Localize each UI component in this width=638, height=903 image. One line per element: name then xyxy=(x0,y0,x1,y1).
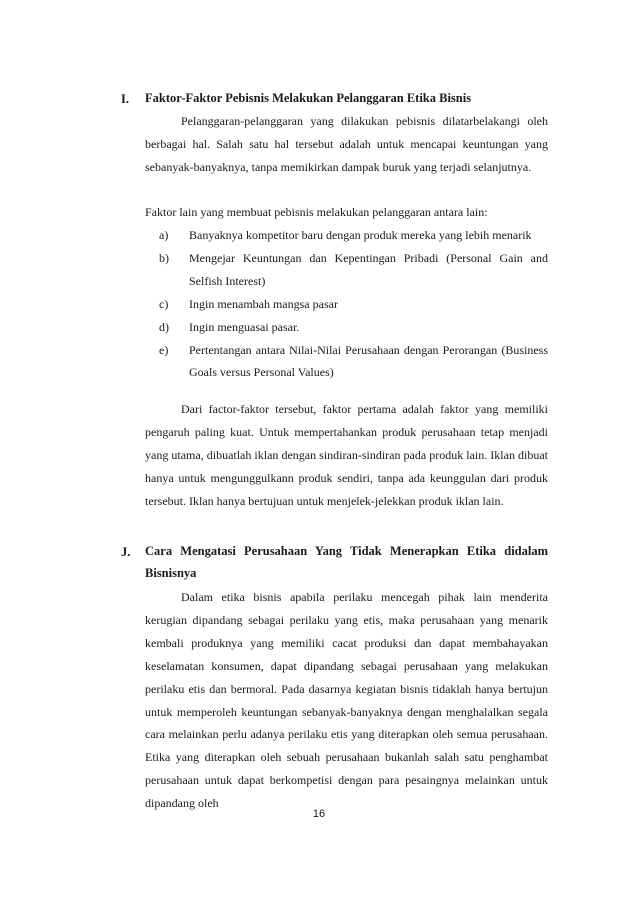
section-heading: Cara Mengatasi Perusahaan Yang Tidak Menerapkan Etika didalam Bisnisnya xyxy=(145,544,548,580)
list-item-text: Ingin menambah mangsa pasar xyxy=(189,296,338,311)
list-marker: e) xyxy=(159,342,169,357)
list-marker: d) xyxy=(159,319,169,334)
list-item-text: Ingin menguasai pasar. xyxy=(189,319,300,334)
list-item xyxy=(145,339,548,385)
list-item xyxy=(145,316,548,339)
body-paragraph: Dari factor-faktor tersebut, faktor pertama adalah faktor yang memiliki pengaruh paling kuat. Untuk mempertahankan produk perusahaan tetap menjadi yang utama, dibuatlah iklan dengan sindiran-sindiran pada produk lain. Iklan dibuat hanya untuk mengunggulkann produk sendiri, tanpa ada keunggulan dari produk tersebut. Iklan hanya bertujuan untuk menjelek-jelekkan produk iklan lain. xyxy=(145,402,548,508)
list-item xyxy=(145,224,548,247)
page-number: 16 xyxy=(312,808,326,820)
factor-list xyxy=(145,224,548,384)
section-heading: Faktor-Faktor Pebisnis Melakukan Pelanggaran Etika Bisnis xyxy=(145,91,472,105)
list-intro: Faktor lain yang membuat pebisnis melakukan pelanggaran antara lain: xyxy=(145,205,488,219)
body-paragraph: Pelanggaran-pelanggaran yang dilakukan pebisnis dilatarbelakangi oleh berbagai hal. Salah satu hal tersebut adalah untuk mencapai keuntungan yang sebanyak-banyaknya, tanpa memikirkan dampak buruk yang terjadi selanjutnya. xyxy=(145,114,548,174)
list-marker: b) xyxy=(159,250,169,265)
list-item-text: Mengejar Keuntungan dan Kepentingan Pribadi (Personal Gain and Selfish Interest) xyxy=(189,250,548,288)
section-number: I. xyxy=(121,92,129,106)
list-item xyxy=(145,293,548,316)
section-number: J. xyxy=(121,545,131,559)
body-paragraph: Dalam etika bisnis apabila perilaku mencegah pihak lain menderita kerugian dipandang sebagai perilaku yang etis, maka perusahaan yang menarik kembali produknya yang memiliki cacat produksi dan dapat membahayakan keselamatan konsumen, dapat dipandang sebagai perusahaan yang melakukan perilaku etis dan bermoral. Pada dasarnya kegiatan bisnis tidaklah hanya bertujun untuk memperoleh keuntungan sebanyak-banyaknya dengan menghalalkan segala cara melainkan perlu adanya perilaku etis yang diterapkan oleh semua perusahaan. Etika yang diterapkan oleh sebuah perusahaan bukanlah salah satu penghambat perusahaan untuk dapat berkompetisi dengan para pesaingnya melainkan untuk dipandang oleh xyxy=(145,590,548,811)
list-item xyxy=(145,247,548,293)
list-marker: c) xyxy=(159,296,169,311)
list-item-text: Pertentangan antara Nilai-Nilai Perusahaan dengan Perorangan (Business Goals versus Personal Values) xyxy=(189,342,548,380)
list-item-text: Banyaknya kompetitor baru dengan produk mereka yang lebih menarik xyxy=(189,228,532,242)
list-marker: a) xyxy=(159,228,169,242)
